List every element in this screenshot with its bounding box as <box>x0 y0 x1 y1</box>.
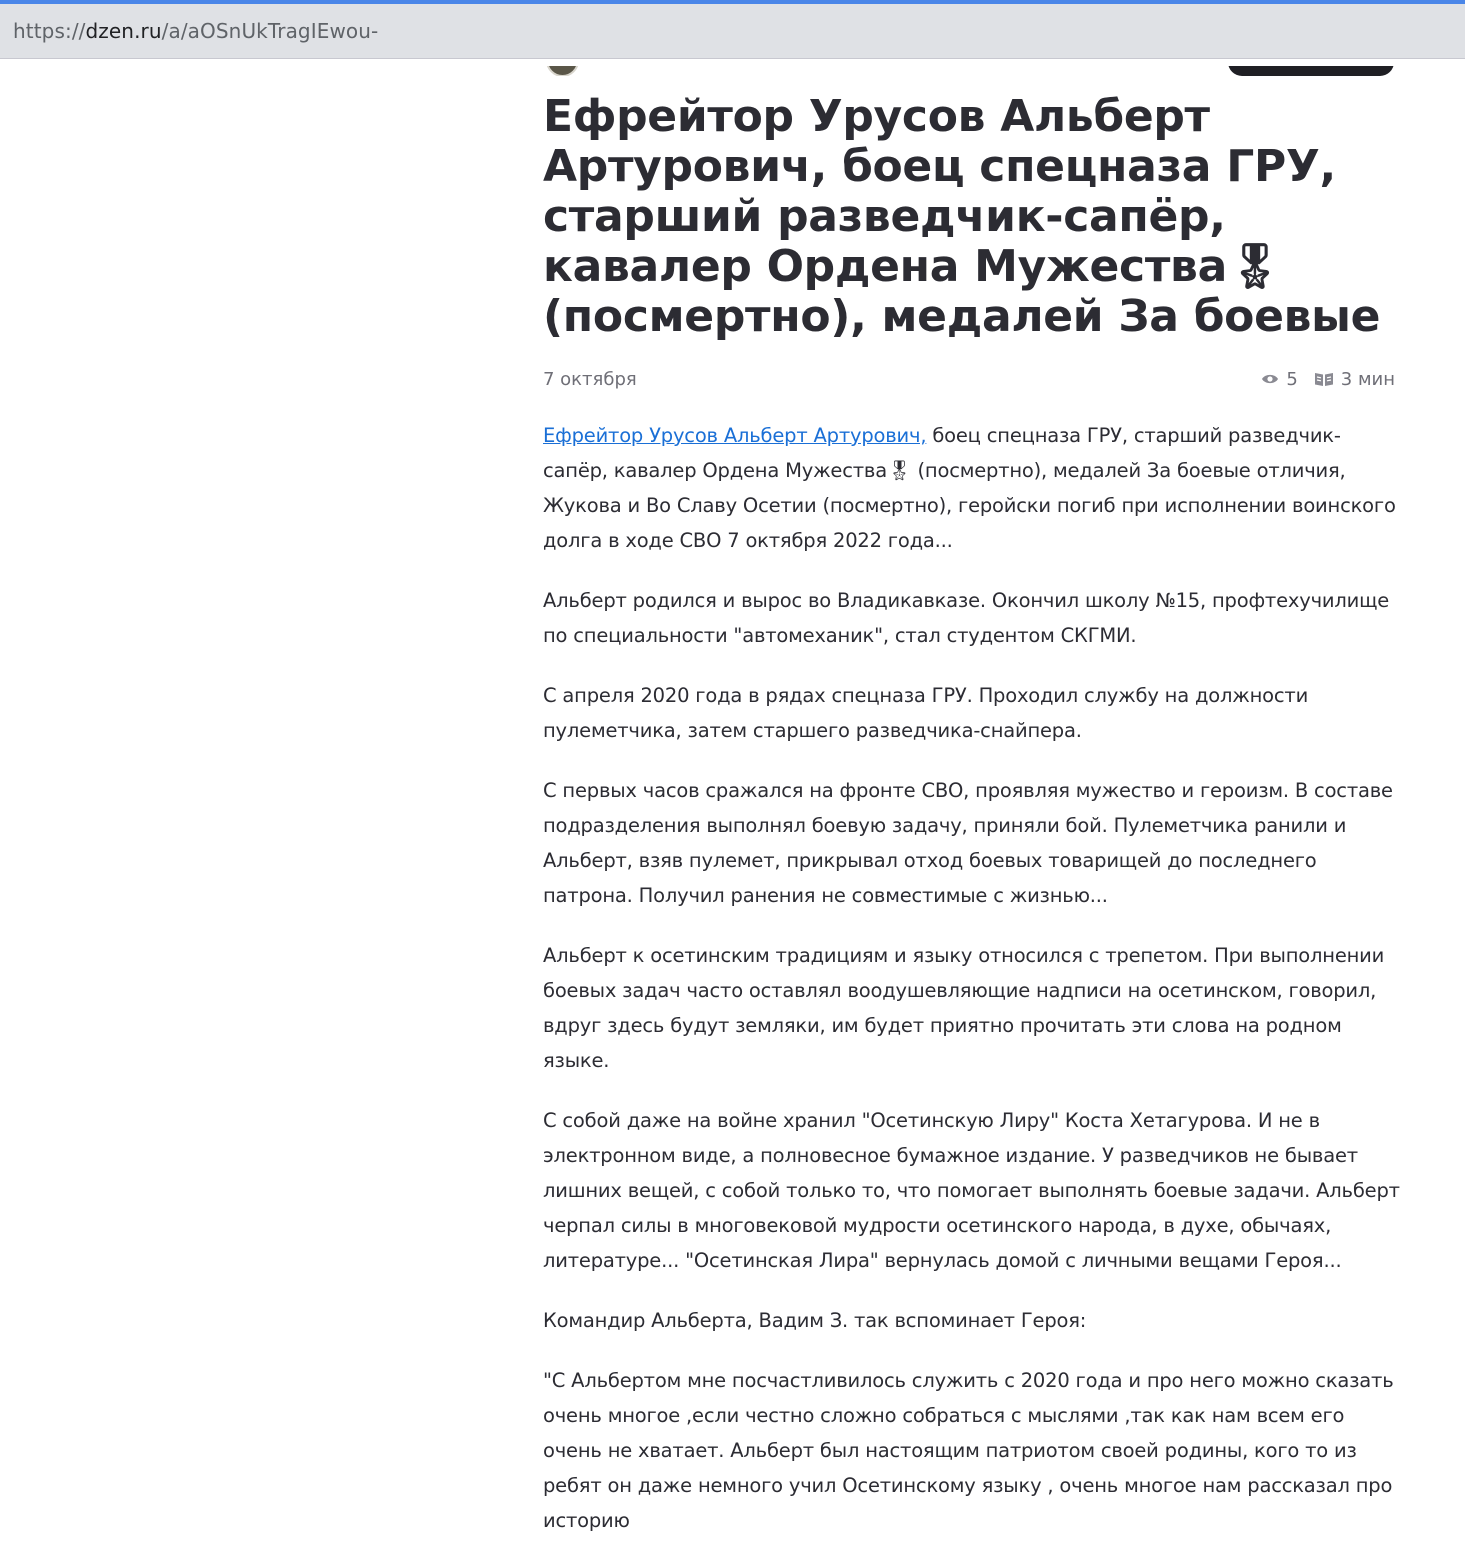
article-meta <box>543 366 1395 392</box>
channel-avatar[interactable] <box>546 66 579 76</box>
article-paragraph: Командир Альберта, Вадим З. так вспоминает Героя: <box>543 1309 1087 1332</box>
book-icon <box>1314 371 1334 387</box>
address-bar[interactable] <box>0 4 1465 58</box>
article-paragraph: "С Альбертом мне посчастливилось служить с 2020 года и про него можно сказать очень многое ,если честно сложно собраться с мыслями ,так как нам всем его очень не хватает. Альберт был настоящим патриотом своей родины, кого то из ребят он даже немного учил Осетинскому языку , очень многое нам рассказал про историю <box>543 1369 1394 1532</box>
channel-header-strip <box>0 66 1465 76</box>
url-host: dzen.ru <box>85 19 162 43</box>
url-text[interactable] <box>13 19 378 43</box>
article-paragraph: С первых часов сражался на фронте СВО, проявляя мужество и героизм. В составе подразделения выполнял боевую задачу, приняли бой. Пулеметчика ранили и Альберт, взяв пулемет, прикрывал отход боевых товарищей до последнего патрона. Получил ранения не совместимые с жизнью... <box>543 779 1393 907</box>
article-lead-text: боец спецназа ГРУ, старший разведчик-сапёр, кавалер Ордена Мужества🎖 (посмертно), медалей За боевые отличия, Жукова и Во Славу Осетии (посмертно), геройски погиб при исполнении воинского долга в ходе СВО 7 октября 2022 года... <box>543 424 1396 552</box>
url-path: /a/aOSnUkTragIEwou- <box>161 19 379 43</box>
publish-date: 7 октября <box>543 368 637 390</box>
views-count: 5 <box>1286 368 1298 390</box>
article-title: Ефрейтор Урусов Альберт Артурович, боец спецназа ГРУ, старший разведчик-сапёр, кавалер Ордена Мужества🎖 (посмертно), медалей За боевые <box>543 91 1381 342</box>
article-body <box>543 418 1403 1563</box>
subscribe-button[interactable] <box>1228 66 1394 76</box>
article-paragraph: Альберт родился и вырос во Владикавказе. Окончил школу №15, профтехучилище по специальности "автомеханик", стал студентом СКГМИ. <box>543 589 1390 647</box>
article-paragraph-lead <box>543 418 1403 558</box>
article-lead-link[interactable]: Ефрейтор Урусов Альберт Артурович, <box>543 424 927 447</box>
read-time: 3 мин <box>1340 368 1395 390</box>
article-paragraph: С собой даже на войне хранил "Осетинскую Лиру" Коста Хетагурова. И не в электронном виде, а полновесное бумажное издание. У разведчиков не бывает лишних вещей, с собой только то, что помогает выполнять боевые задачи. Альберт черпал силы в многовековой мудрости осетинского народа, в духе, обычаях, литературе... "Осетинская Лира" вернулась домой с личными вещами Героя... <box>543 1109 1400 1272</box>
article-paragraph: С апреля 2020 года в рядах спецназа ГРУ. Проходил службу на должности пулеметчика, затем старшего разведчика-снайпера. <box>543 684 1309 742</box>
url-scheme: https:// <box>13 19 86 43</box>
article-stats <box>1261 369 1395 390</box>
article-paragraph: Альберт к осетинским традициям и языку относился с трепетом. При выполнении боевых задач часто оставлял воодушевляющие надписи на осетинском, говорил, вдруг здесь будут земляки, им будет приятно прочитать эти слова на родном языке. <box>543 944 1385 1072</box>
eye-icon <box>1261 373 1279 385</box>
